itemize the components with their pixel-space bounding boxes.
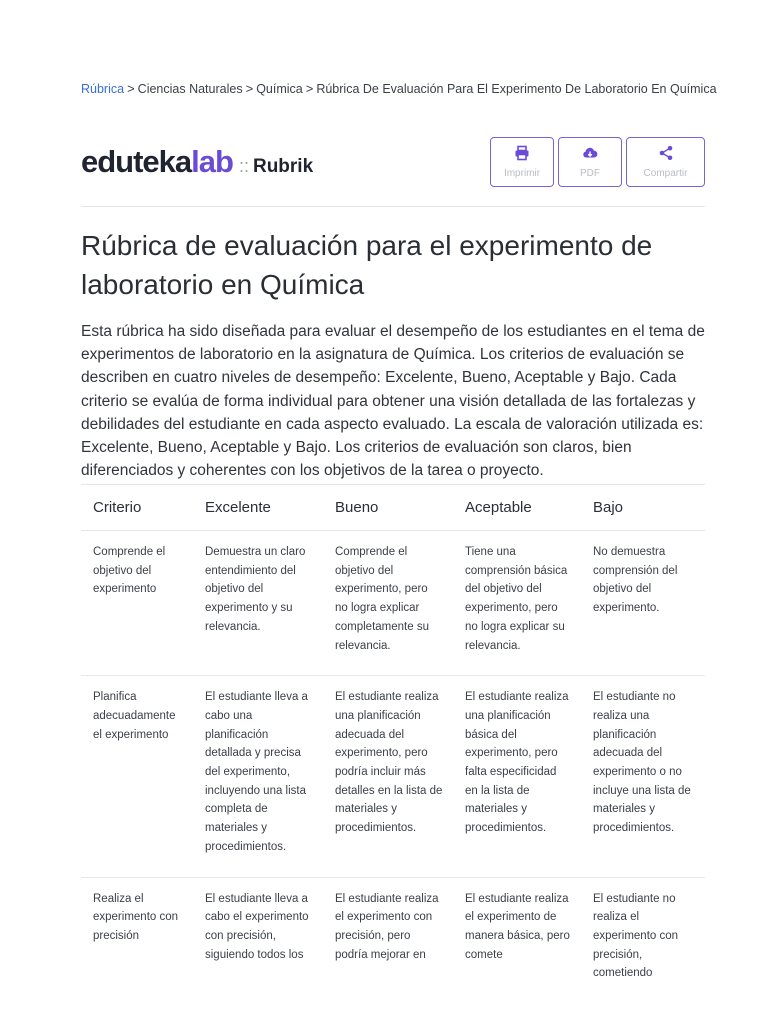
edutekalab-logo[interactable] (81, 144, 313, 178)
breadcrumb-separator: > (127, 81, 135, 96)
breadcrumb-link-ciencias-naturales[interactable]: Ciencias Naturales (137, 82, 243, 96)
table-cell-bueno: El estudiante realiza el experimento con precisión, pero podría mejorar en (323, 877, 453, 984)
table-header-row (81, 485, 705, 531)
print-button-label: Imprimir (503, 168, 541, 179)
share-button-label: Compartir (643, 168, 688, 179)
action-buttons (490, 137, 705, 187)
criterion-cell: Planifica adecuadamente el experimento (81, 676, 193, 877)
table-cell-aceptable: El estudiante realiza el experimento de manera básica, pero comete (453, 877, 581, 984)
table-row (81, 676, 705, 877)
rubric-table (81, 484, 705, 984)
header-bueno: Bueno (323, 485, 453, 531)
page-title: Rúbrica de evaluación para el experimento de laboratorio en Química (81, 230, 653, 300)
logo-text-eduteka: eduteka (81, 144, 192, 179)
pdf-button[interactable] (558, 137, 622, 187)
logo-text-rubrik: Rubrik (252, 156, 314, 177)
print-button[interactable] (490, 137, 554, 187)
share-icon (658, 145, 674, 161)
criterion-cell: Comprende el objetivo del experimento (81, 531, 193, 676)
table-cell-aceptable: Tiene una comprensión básica del objetivo del experimento, pero no logra explicar su relevancia. (453, 531, 581, 676)
breadcrumb-current: Rúbrica De Evaluación Para El Experimento De Laboratorio En Química (316, 82, 717, 96)
header-aceptable: Aceptable (453, 485, 581, 531)
intro-paragraph: Esta rúbrica ha sido diseñada para evaluar el desempeño de los estudiantes en el tema de experimentos de laboratorio en la asignatura de Química. Los criterios de evaluación se describen en cuatro niveles de desempeño: Excelente, Bueno, Aceptable y Bajo. Cada criterio se evalúa de forma individual para obtener una visión detallada de las fortalezas y debilidades del estudiante en cada aspecto evaluado. La escala de valoración utilizada es: Excelente, Bueno, Aceptable y Bajo. Los criterios de evaluación son claros, bien diferenciados y coherentes con los objetivos de la tarea o proyecto. (81, 323, 705, 480)
table-cell-bueno: Comprende el objetivo del experimento, pero no logra explicar completamente su relevancia. (323, 531, 453, 676)
table-cell-excelente: El estudiante lleva a cabo el experimento con precisión, siguiendo todos los (193, 877, 323, 984)
share-button[interactable] (626, 137, 705, 187)
breadcrumb-separator: > (245, 81, 254, 96)
table-cell-bueno: El estudiante realiza una planificación adecuada del experimento, pero podría incluir más detalles en la lista de materiales y procedimientos. (323, 676, 453, 877)
brand-header (81, 136, 705, 207)
table-cell-excelente: El estudiante lleva a cabo una planificación detallada y precisa del experimento, incluyendo una lista completa de materiales y procedimientos. (193, 676, 323, 877)
table-row (81, 877, 705, 984)
breadcrumb-link-rubrica[interactable]: Rúbrica (81, 82, 125, 96)
table-cell-bajo: El estudiante no realiza el experimento con precisión, cometiendo (581, 877, 705, 984)
pdf-button-label: PDF (580, 168, 600, 179)
table-cell-bajo: El estudiante no realiza una planificación adecuada del experimento o no incluye una lista de materiales y procedimientos. (581, 676, 705, 877)
breadcrumb-link-quimica[interactable]: Química (256, 82, 303, 96)
table-row (81, 531, 705, 676)
table-cell-excelente: Demuestra un claro entendimiento del objetivo del experimento y su relevancia. (193, 531, 323, 676)
breadcrumb (81, 81, 728, 96)
cloud-download-icon (582, 145, 598, 161)
table-cell-aceptable: El estudiante realiza una planificación básica del experimento, pero falta especificidad en la lista de materiales y procedimientos. (453, 676, 581, 877)
header-excelente: Excelente (193, 485, 323, 531)
printer-icon (514, 145, 530, 161)
header-criterio: Criterio (81, 485, 193, 531)
header-bajo: Bajo (581, 485, 705, 531)
logo-separator: :: (238, 156, 249, 176)
criterion-cell: Realiza el experimento con precisión (81, 877, 193, 984)
breadcrumb-separator: > (305, 81, 314, 96)
logo-text-lab: lab (191, 144, 233, 179)
table-cell-bajo: No demuestra comprensión del objetivo del experimento. (581, 531, 705, 676)
